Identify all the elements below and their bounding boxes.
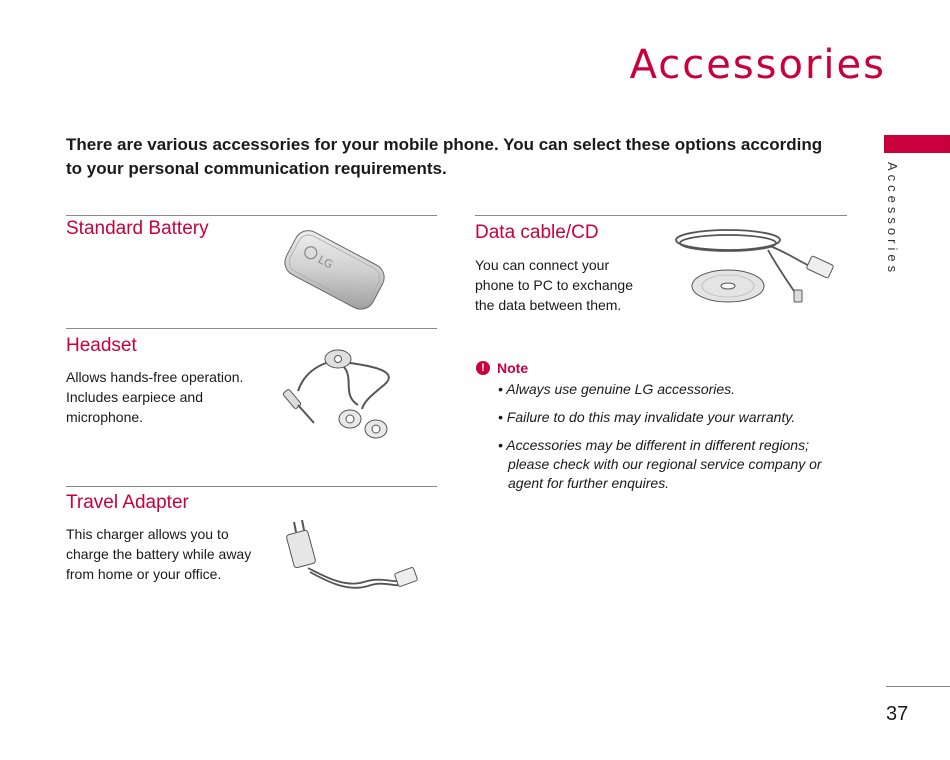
battery-illustration [272,226,398,312]
footer-divider [886,686,950,687]
battery-title: Standard Battery [66,218,209,239]
cable-title: Data cable/CD [475,222,599,243]
headset-title: Headset [66,335,137,356]
note-item: • Failure to do this may invalidate your warranty. [498,409,796,425]
section-divider [66,328,437,329]
note-list [498,380,828,502]
intro-text: There are various accessories for your mobile phone. You can select these options according to your personal communication requirements. [66,135,823,178]
note-title: Note [497,360,529,376]
page-title: Accessories [629,42,886,88]
cable-description: You can connect your phone to PC to exchange the data between them. [475,257,634,313]
note-item: • Accessories may be different in different regions; please check with our regional service company or agent for further enquires. [498,437,822,491]
adapter-title: Travel Adapter [66,492,189,513]
page-number: 37 [886,703,909,725]
note-header [476,360,528,376]
adapter-description: This charger allows you to charge the battery while away from home or your office. [66,526,252,582]
adapter-illustration [284,518,424,594]
battery-logo: LG [315,253,335,272]
cable-cd-illustration [670,222,842,312]
section-divider [66,215,437,216]
headset-description: Allows hands-free operation. Includes earpiece and microphone. [66,369,244,425]
section-divider [475,215,847,216]
side-label: Accessories [885,162,900,277]
section-divider [66,486,437,487]
headset-illustration [280,345,410,445]
side-tab-marker [884,135,950,153]
note-item: • Always use genuine LG accessories. [498,381,736,397]
exclamation-icon: ! [476,361,490,375]
